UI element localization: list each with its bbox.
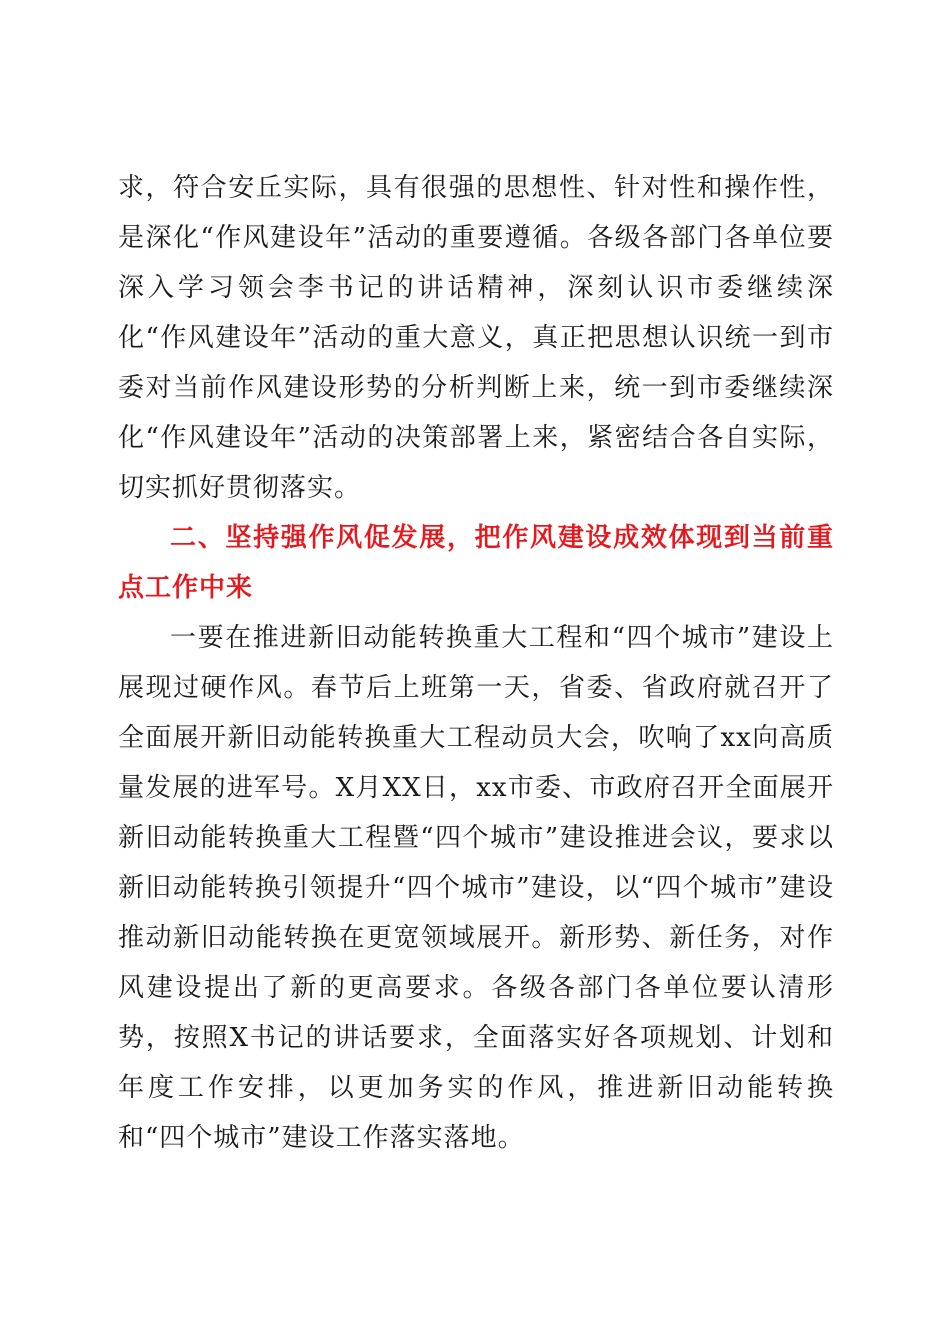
section-heading: 二、坚持强作风促发展，把作风建设成效体现到当前重点工作中来 bbox=[118, 523, 834, 603]
body-paragraph: 一要在推进新旧动能转换重大工程和“四个城市”建设上展现过硬作风。春节后上班第一天，省委、省政府就召开了全面展开新旧动能转换重大工程动员大会，吹响了xx向高质量发展的进军号。X月XX日，xx市委、市政府召开全面展开新旧动能转换重大工程暨“四个城市”建设推进会议，要求以新旧动能转换引领提升“四个城市”建设，以“四个城市”建设推动新旧动能转换在更宽领域展开。新形势、新任务，对作风建设提出了新的更高要求。各级各部门各单位要认清形势，按照X书记的讲话要求，全面落实好各项规划、计划和年度工作安排，以更加务实的作风，推进新旧动能转换和“四个城市”建设工作落实落地。 bbox=[118, 623, 834, 1153]
document-body bbox=[118, 163, 834, 1163]
continued-paragraph: 求，符合安丘实际，具有很强的思想性、针对性和操作性，是深化“作风建设年”活动的重要遵循。各级各部门各单位要深入学习领会李书记的讲话精神，深刻认识市委继续深化“作风建设年”活动的重大意义，真正把思想认识统一到市委对当前作风建设形势的分析判断上来，统一到市委继续深化“作风建设年”活动的决策部署上来，紧密结合各自实际，切实抓好贯彻落实。 bbox=[118, 173, 834, 503]
